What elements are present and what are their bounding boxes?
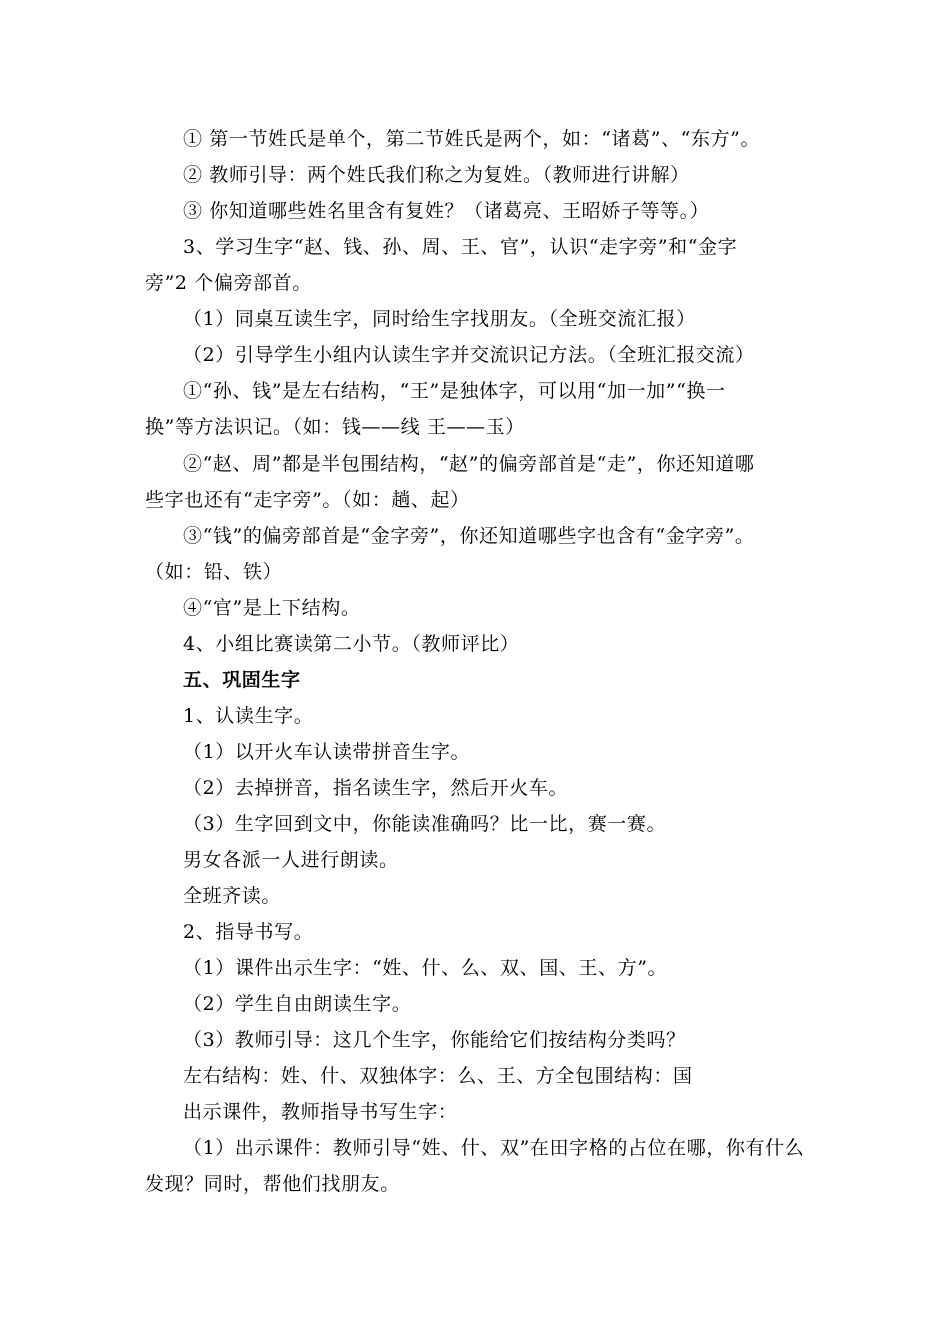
paragraph-line: ②“赵、周”都是半包围结构，“赵”的偏旁部首是“走”，你还知道哪 [183,453,755,475]
section-heading: 五、巩固生字 [183,669,301,691]
paragraph-line: 4、小组比赛读第二小节。（教师评比） [183,633,520,655]
paragraph-line: ② 教师引导：两个姓氏我们称之为复姓。（教师进行讲解） [183,164,690,186]
paragraph-line: （3）生字回到文中，你能读准确吗？比一比，赛一赛。 [183,813,667,835]
paragraph-line: （1）出示课件：教师引导“姓、什、双”在田字格的占位在哪，你有什么 [183,1137,805,1159]
paragraph-line: 全班齐读。 [183,885,282,907]
paragraph-line: ③ 你知道哪些姓名里含有复姓？（诸葛亮、王昭娇子等等。） [183,200,710,222]
paragraph-line: 男女各派一人进行朗读。 [183,849,399,871]
paragraph-line: 2、指导书写。 [183,921,314,943]
paragraph-line: ④“官”是上下结构。 [183,597,361,619]
paragraph-line: （1）同桌互读生字，同时给生字找朋友。（全班交流汇报） [183,308,696,330]
paragraph-line: ①“孙、钱”是左右结构，“王”是独体字，可以用“加一加”“换一 [183,380,726,402]
paragraph-line: （2）去掉拼音，指名读生字，然后开火车。 [183,777,569,799]
paragraph-line: 1、认读生字。 [183,705,314,727]
paragraph-line: 发现？同时，帮他们找朋友。 [145,1173,400,1195]
paragraph-line: 左右结构：姓、什、双独体字：么、王、方全包围结构：国 [183,1065,693,1087]
paragraph-line: （如：铅、铁） [145,561,283,583]
paragraph-line: 些字也还有“走字旁”。（如：趟、起） [145,489,470,511]
paragraph-line: ③“钱”的偏旁部首是“金字旁”，你还知道哪些字也含有“金字旁”。 [183,525,755,547]
paragraph-line: 旁”2 个偏旁部首。 [145,272,312,294]
paragraph-line: （3）教师引导：这几个生字，你能给它们按结构分类吗？ [183,1029,686,1051]
paragraph-line: （2）学生自由朗读生字。 [183,993,412,1015]
paragraph-line: 3、学习生字“赵、钱、孙、周、王、官”，认识“走字旁”和“金字 [183,236,738,258]
paragraph-line: （2）引导学生小组内认读生字并交流识记方法。（全班汇报交流） [183,344,755,366]
paragraph-line: （1）课件出示生字：“姓、什、么、双、国、王、方”。 [183,957,668,979]
paragraph-line: 出示课件，教师指导书写生字： [183,1101,458,1123]
paragraph-line: （1）以开火车认读带拼音生字。 [183,741,471,763]
paragraph-line: 换”等方法识记。（如：钱——线 王——玉） [145,416,525,438]
paragraph-line: ① 第一节姓氏是单个，第二节姓氏是两个，如：“诸葛”、“东方”。 [183,128,761,150]
